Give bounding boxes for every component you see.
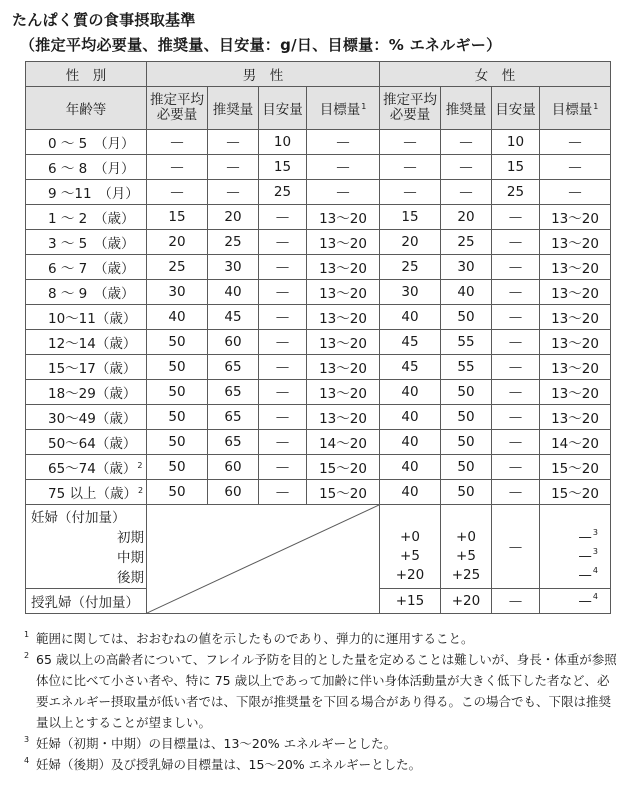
male-value-cell: — xyxy=(259,305,307,330)
male-value-cell: 15 xyxy=(259,155,307,180)
header-female-rda: 推奨量 xyxy=(441,87,492,130)
male-value-cell: — xyxy=(147,180,208,205)
footnote: 4 妊婦（後期）及び授乳婦の目標量は、15〜20% エネルギーとした。 xyxy=(24,756,422,772)
table-row xyxy=(26,330,611,355)
male-value-cell: 13〜20 xyxy=(307,355,380,380)
page-title: たんぱく質の食事摂取基準 xyxy=(12,11,196,29)
female-value-cell: 13〜20 xyxy=(540,405,611,430)
table-row xyxy=(26,430,611,455)
female-value-cell: 20 xyxy=(441,205,492,230)
male-value-cell: 30 xyxy=(208,255,259,280)
footnote: 2 65 歳以上の高齢者について、フレイル予防を目的とした量を定めることは難しいが、身長・体重が参照体位に比べて小さい者や、特に 75 歳以上であって加齢に伴い身体活動量が大きく低下した者など、必要エネルギー摂取量が低い者では、下限が推奨量を下回る場合があり得る。この場合でも、下限は推奨量以上とすることが望ましい。 xyxy=(24,651,617,730)
female-value-cell: 40 xyxy=(380,455,441,480)
pregnant-label: 妊婦（付加量） 初期 中期 後期 xyxy=(26,505,147,589)
female-value-cell: — xyxy=(492,430,540,455)
female-value-cell: 50 xyxy=(441,480,492,505)
male-value-cell: 13〜20 xyxy=(307,255,380,280)
female-value-cell: — xyxy=(492,255,540,280)
age-cell: 30〜49（歳） xyxy=(26,405,147,430)
male-value-cell: 13〜20 xyxy=(307,330,380,355)
female-value-cell: 50 xyxy=(441,380,492,405)
female-value-cell: — xyxy=(380,180,441,205)
female-value-cell: — xyxy=(492,230,540,255)
header-sex: 性 別 xyxy=(26,62,147,87)
male-value-cell: 25 xyxy=(259,180,307,205)
header-male: 男 性 xyxy=(147,62,380,87)
table-row xyxy=(26,355,611,380)
table-row xyxy=(26,305,611,330)
pregnant-ai: — xyxy=(492,505,540,589)
male-value-cell: — xyxy=(259,430,307,455)
female-value-cell: 13〜20 xyxy=(540,305,611,330)
female-value-cell: — xyxy=(492,330,540,355)
footnotes xyxy=(24,628,620,775)
female-value-cell: — xyxy=(492,380,540,405)
male-value-cell: — xyxy=(259,480,307,505)
female-value-cell: 45 xyxy=(380,330,441,355)
male-value-cell: 50 xyxy=(147,455,208,480)
female-value-cell: — xyxy=(492,305,540,330)
female-value-cell: — xyxy=(492,355,540,380)
male-value-cell: — xyxy=(259,455,307,480)
female-value-cell: 30 xyxy=(441,255,492,280)
male-value-cell: 65 xyxy=(208,405,259,430)
male-value-cell: — xyxy=(259,230,307,255)
female-value-cell: 15 xyxy=(380,205,441,230)
male-value-cell: — xyxy=(208,180,259,205)
male-value-cell: 50 xyxy=(147,480,208,505)
female-value-cell: 40 xyxy=(380,405,441,430)
age-cell: 12〜14（歳） xyxy=(26,330,147,355)
age-cell: 8 〜 9 （歳） xyxy=(26,280,147,305)
male-value-cell: 13〜20 xyxy=(307,405,380,430)
male-value-cell: — xyxy=(208,130,259,155)
male-value-cell: 20 xyxy=(147,230,208,255)
male-value-cell: 60 xyxy=(208,455,259,480)
table-row xyxy=(26,380,611,405)
lactating-rda: +20 xyxy=(441,589,492,614)
female-value-cell: 13〜20 xyxy=(540,230,611,255)
female-value-cell: 50 xyxy=(441,430,492,455)
age-cell: 3 〜 5 （歳） xyxy=(26,230,147,255)
female-value-cell: 20 xyxy=(380,230,441,255)
male-value-cell: 40 xyxy=(208,280,259,305)
table-row xyxy=(26,155,611,180)
pregnant-row xyxy=(26,505,611,589)
table-row xyxy=(26,255,611,280)
footnote: 1 範囲に関しては、おおむねの値を示したものであり、弾力的に運用すること。 xyxy=(24,630,474,646)
age-cell: 18〜29（歳） xyxy=(26,380,147,405)
female-value-cell: — xyxy=(380,155,441,180)
male-value-cell: 13〜20 xyxy=(307,280,380,305)
age-cell: 65〜74（歳）$^2$ xyxy=(26,455,147,480)
age-cell: 50〜64（歳） xyxy=(26,430,147,455)
male-value-cell: — xyxy=(259,205,307,230)
female-value-cell: — xyxy=(492,405,540,430)
age-cell: 1 〜 2 （歳） xyxy=(26,205,147,230)
male-value-cell: 30 xyxy=(147,280,208,305)
male-value-cell: 14〜20 xyxy=(307,430,380,455)
female-value-cell: 13〜20 xyxy=(540,280,611,305)
male-value-cell: 15 xyxy=(147,205,208,230)
header-male-ai: 目安量 xyxy=(259,87,307,130)
male-value-cell: 50 xyxy=(147,430,208,455)
pregnant-dg: —$^3$ —$^3$ —$^4$ xyxy=(540,505,611,589)
female-value-cell: — xyxy=(441,130,492,155)
male-value-cell: — xyxy=(208,155,259,180)
male-value-cell: — xyxy=(259,280,307,305)
female-value-cell: 55 xyxy=(441,330,492,355)
male-value-cell: 45 xyxy=(208,305,259,330)
header-male-ear: 推定平均 必要量 xyxy=(147,87,208,130)
male-value-cell: — xyxy=(307,130,380,155)
age-cell: 9 〜11 （月） xyxy=(26,180,147,205)
header-age: 年齢等 xyxy=(26,87,147,130)
female-value-cell: 50 xyxy=(441,455,492,480)
male-value-cell: 50 xyxy=(147,355,208,380)
female-value-cell: 15 xyxy=(492,155,540,180)
female-value-cell: — xyxy=(441,155,492,180)
male-value-cell: — xyxy=(307,180,380,205)
female-value-cell: 45 xyxy=(380,355,441,380)
age-cell: 0 〜 5 （月） xyxy=(26,130,147,155)
male-value-cell: 13〜20 xyxy=(307,305,380,330)
female-value-cell: 14〜20 xyxy=(540,430,611,455)
male-value-cell: 65 xyxy=(208,355,259,380)
female-value-cell: — xyxy=(492,455,540,480)
male-value-cell: 50 xyxy=(147,330,208,355)
male-value-cell: 50 xyxy=(147,405,208,430)
female-value-cell: 40 xyxy=(380,305,441,330)
female-value-cell: 25 xyxy=(492,180,540,205)
female-value-cell: — xyxy=(540,155,611,180)
female-value-cell: 40 xyxy=(441,280,492,305)
female-value-cell: 50 xyxy=(441,305,492,330)
female-value-cell: 25 xyxy=(380,255,441,280)
page-subtitle: （推定平均必要量、推奨量、目安量：g/日、目標量：% エネルギー） xyxy=(20,36,502,54)
male-value-cell: 25 xyxy=(147,255,208,280)
male-value-cell: 65 xyxy=(208,430,259,455)
age-cell: 6 〜 7 （歳） xyxy=(26,255,147,280)
lactating-ear: +15 xyxy=(380,589,441,614)
male-value-cell: 40 xyxy=(147,305,208,330)
table-row xyxy=(26,180,611,205)
male-value-cell: — xyxy=(147,130,208,155)
age-cell: 6 〜 8 （月） xyxy=(26,155,147,180)
male-value-cell: 13〜20 xyxy=(307,230,380,255)
female-value-cell: 13〜20 xyxy=(540,255,611,280)
male-value-cell: — xyxy=(259,330,307,355)
header-female-dg: 目標量$^1$ xyxy=(540,87,611,130)
male-value-cell: 15〜20 xyxy=(307,480,380,505)
male-value-cell: 60 xyxy=(208,330,259,355)
female-value-cell: — xyxy=(492,205,540,230)
male-value-cell: 25 xyxy=(208,230,259,255)
protein-intake-table xyxy=(25,61,611,614)
table-row xyxy=(26,455,611,480)
male-value-cell: — xyxy=(147,155,208,180)
header-male-rda: 推奨量 xyxy=(208,87,259,130)
female-value-cell: — xyxy=(492,480,540,505)
male-value-cell: 65 xyxy=(208,380,259,405)
female-value-cell: 13〜20 xyxy=(540,330,611,355)
header-female-ear: 推定平均 必要量 xyxy=(380,87,441,130)
female-value-cell: 40 xyxy=(380,380,441,405)
header-male-dg: 目標量$^1$ xyxy=(307,87,380,130)
female-value-cell: 40 xyxy=(380,480,441,505)
female-value-cell: 50 xyxy=(441,405,492,430)
table-row xyxy=(26,480,611,505)
male-value-cell: — xyxy=(259,380,307,405)
female-value-cell: — xyxy=(441,180,492,205)
female-value-cell: 13〜20 xyxy=(540,205,611,230)
pregnant-ear: +0 +5 +20 xyxy=(380,505,441,589)
female-value-cell: — xyxy=(540,130,611,155)
male-value-cell: 10 xyxy=(259,130,307,155)
male-value-cell: — xyxy=(259,405,307,430)
footnote: 3 妊婦（初期・中期）の目標量は、13〜20% エネルギーとした。 xyxy=(24,735,397,751)
female-value-cell: 40 xyxy=(380,430,441,455)
table-row xyxy=(26,405,611,430)
male-value-cell: 13〜20 xyxy=(307,380,380,405)
female-value-cell: 13〜20 xyxy=(540,380,611,405)
male-value-cell: 15〜20 xyxy=(307,455,380,480)
male-value-cell: 60 xyxy=(208,480,259,505)
age-cell: 75 以上（歳）$^2$ xyxy=(26,480,147,505)
table-row xyxy=(26,280,611,305)
female-value-cell: 15〜20 xyxy=(540,480,611,505)
male-value-cell: 50 xyxy=(147,380,208,405)
male-value-cell: — xyxy=(259,255,307,280)
age-cell: 15〜17（歳） xyxy=(26,355,147,380)
female-value-cell: 15〜20 xyxy=(540,455,611,480)
female-value-cell: — xyxy=(380,130,441,155)
header-female: 女 性 xyxy=(380,62,611,87)
female-value-cell: — xyxy=(492,280,540,305)
male-value-cell: 13〜20 xyxy=(307,205,380,230)
age-cell: 10〜11（歳） xyxy=(26,305,147,330)
lactating-dg: —$^4$ xyxy=(540,589,611,614)
table-row xyxy=(26,230,611,255)
diagonal-empty-cell xyxy=(147,505,380,614)
male-value-cell: — xyxy=(307,155,380,180)
female-value-cell: 30 xyxy=(380,280,441,305)
female-value-cell: 10 xyxy=(492,130,540,155)
female-value-cell: 13〜20 xyxy=(540,355,611,380)
table-row xyxy=(26,205,611,230)
male-value-cell: — xyxy=(259,355,307,380)
female-value-cell: 55 xyxy=(441,355,492,380)
lactating-label: 授乳婦（付加量） xyxy=(26,589,147,614)
pregnant-rda: +0 +5 +25 xyxy=(441,505,492,589)
female-value-cell: 25 xyxy=(441,230,492,255)
header-female-ai: 目安量 xyxy=(492,87,540,130)
female-value-cell: — xyxy=(540,180,611,205)
table-row xyxy=(26,130,611,155)
lactating-ai: — xyxy=(492,589,540,614)
male-value-cell: 20 xyxy=(208,205,259,230)
